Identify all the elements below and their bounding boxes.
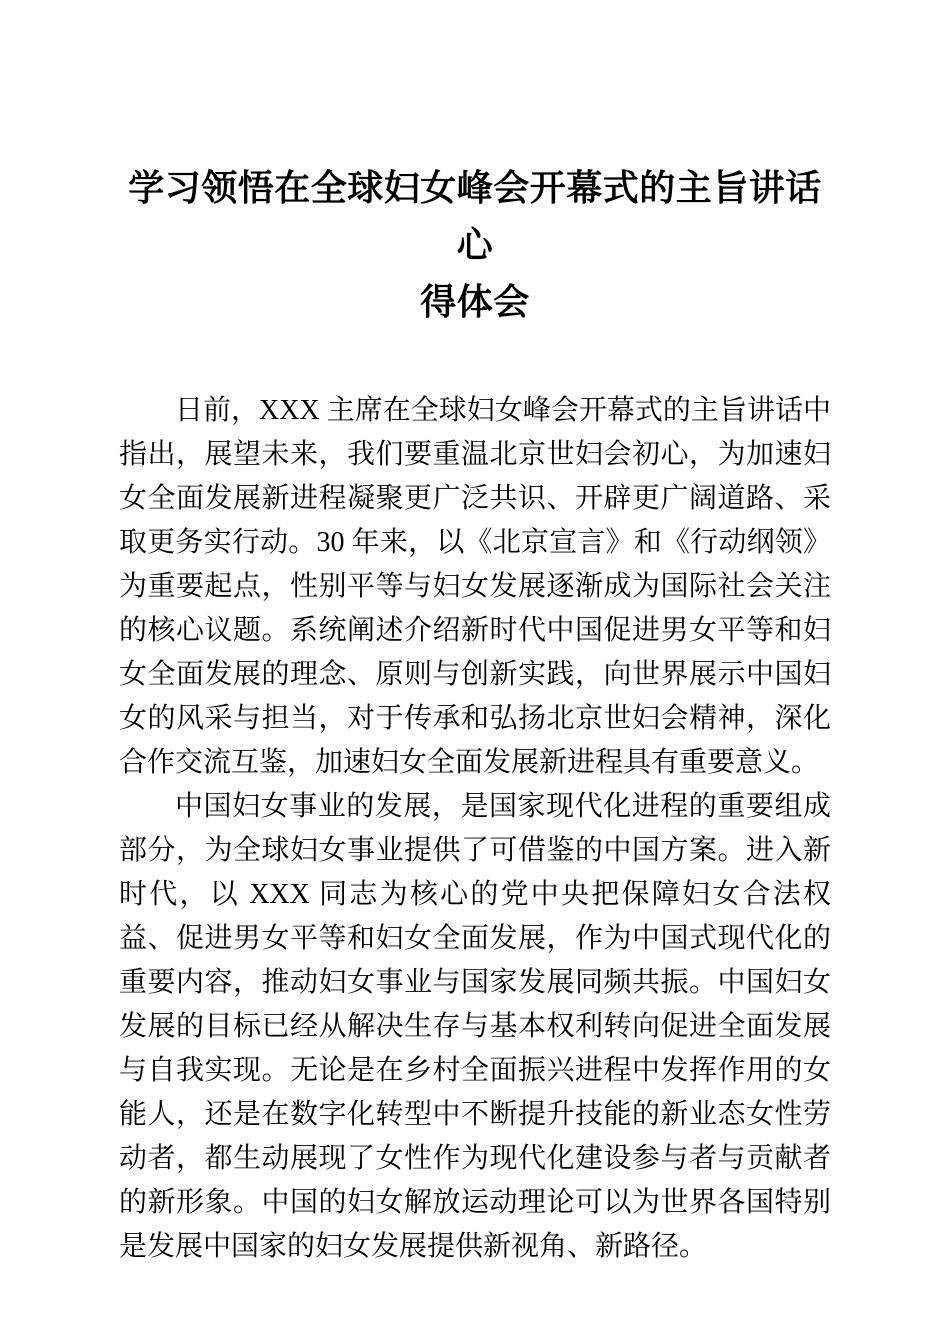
document-title [119, 0, 831, 331]
paragraph-2: 中国妇女事业的发展，是国家现代化进程的重要组成部分，为全球妇女事业提供了可借鉴的中国方案。进入新时代，以 XXX 同志为核心的党中央把保障妇女合法权益、促进男女平等和妇女全面发展，作为中国式现代化的重要内容，推动妇女事业与国家发展同频共振。中国妇女发展的目标已经从解决生存与基本权利转向促进全面发展与自我实现。无论是在乡村全面振兴进程中发挥作用的女能人，还是在数字化转型中不断提升技能的新业态女性劳动者，都生动展现了女性作为现代化建设参与者与贡献者的新形象。中国的妇女解放运动理论可以为世界各国特别是发展中国家的妇女发展提供新视角、新路径。 [119, 791, 831, 1262]
paragraph-1: 日前，XXX 主席在全球妇女峰会开幕式的主旨讲话中指出，展望未来，我们要重温北京世妇会初心，为加速妇女全面发展新进程凝聚更广泛共识、开辟更广阔道路、采取更务实行动。30 年来，以《北京宣言》和《行动纲领》为重要起点，性别平等与妇女发展逐渐成为国际社会关注的核心议题。系统阐述介绍新时代中国促进男女平等和妇女全面发展的理念、原则与创新实践，向世界展示中国妇女的风采与担当，对于传承和弘扬北京世妇会精神，深化合作交流互鉴，加速妇女全面发展新进程具有重要意义。 [119, 395, 831, 778]
document-title-line-2: 得体会 [420, 282, 530, 322]
document-body [119, 389, 831, 1269]
document-title-line-1: 学习领悟在全球妇女峰会开幕式的主旨讲话心 [128, 168, 822, 265]
